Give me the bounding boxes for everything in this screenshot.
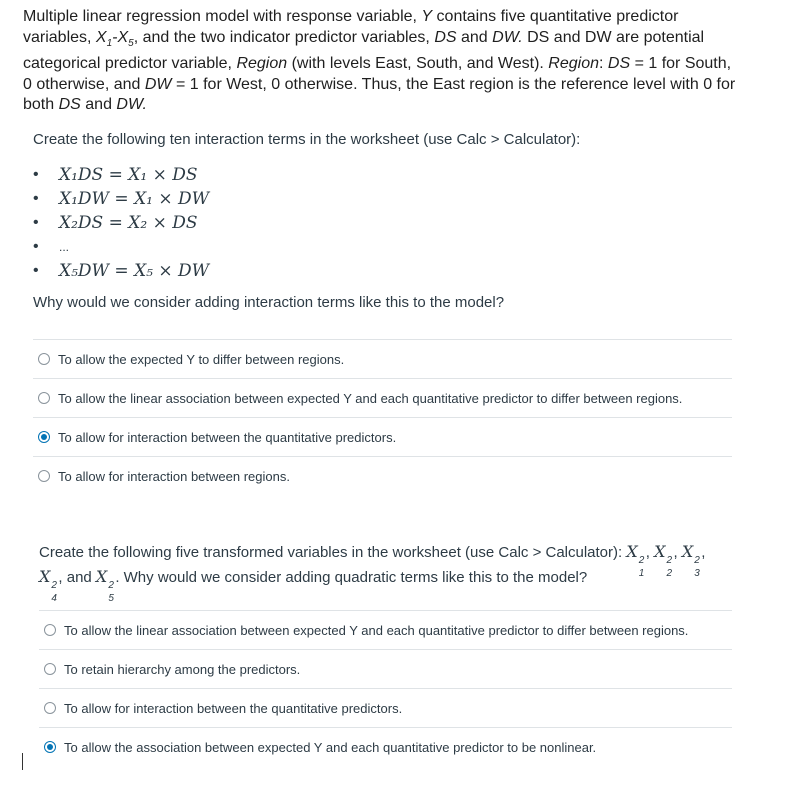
var-x: X	[681, 542, 694, 561]
radio-button[interactable]	[38, 353, 50, 365]
interaction-terms-list	[33, 164, 209, 284]
q1-question: Why would we consider adding interaction terms like this to the model?	[33, 294, 505, 311]
term-item: • X₁DS = X₁ × DS	[33, 164, 209, 188]
q2-option[interactable]	[39, 688, 732, 727]
q1-option[interactable]	[33, 417, 732, 456]
var-ds: DS	[58, 96, 81, 114]
intro-text: , and the two indicator predictor variables,	[133, 28, 435, 46]
q1-option[interactable]	[33, 339, 732, 378]
problem-intro	[23, 7, 743, 116]
var-ds: DS	[607, 55, 631, 73]
option-label[interactable]: To allow the expected Y to differ between regions.	[58, 351, 345, 367]
intro-text: (with levels East, South, and West).	[287, 55, 549, 73]
intro-text: and	[80, 96, 117, 114]
var-sub: 3	[694, 568, 700, 579]
separator: ,	[673, 544, 682, 561]
radio-button[interactable]	[44, 663, 56, 675]
radio-button[interactable]	[44, 702, 56, 714]
option-label[interactable]: To allow for interaction between regions.	[58, 468, 290, 484]
var-sub: 4	[51, 593, 57, 604]
q1-prompt: Create the following ten interaction terms in the worksheet (use Calc > Calculator):	[33, 131, 581, 148]
option-label[interactable]: To allow the linear association between expected Y and each quantitative predictor to differ between regions.	[58, 390, 683, 406]
intro-text: and	[456, 28, 493, 46]
intro-text: = 1 for West, 0 otherwise. Thus, the East region is the reference level with 0 for both	[23, 75, 736, 114]
intro-text: DS and DW are potential categorical predictor variable,	[23, 28, 705, 73]
option-label[interactable]: To allow for interaction between the quantitative predictors.	[58, 429, 397, 445]
intro-text: :	[599, 55, 608, 73]
separator: , and	[58, 569, 96, 586]
option-label[interactable]: To allow the linear association between expected Y and each quantitative predictor to differ between regions.	[64, 622, 689, 638]
var-x5: -X	[112, 28, 129, 46]
term-item-ellipsis: • ...	[33, 236, 209, 260]
exponent: 2	[638, 555, 645, 566]
q2-prompt	[39, 540, 739, 604]
radio-button[interactable]	[38, 470, 50, 482]
term-item: • X₂DS = X₂ × DS	[33, 212, 209, 236]
var-x: X	[95, 567, 108, 586]
exponent: 2	[694, 555, 700, 566]
var-dw: DW	[144, 75, 172, 93]
radio-button[interactable]	[38, 392, 50, 404]
radio-button[interactable]	[44, 624, 56, 636]
q2-option[interactable]	[39, 649, 732, 688]
exponent: 2	[666, 555, 673, 566]
var-y: Y	[421, 8, 433, 25]
separator: ,	[701, 544, 706, 561]
var-x1: X	[95, 28, 107, 46]
var-x: X	[626, 542, 638, 561]
option-label[interactable]: To allow for interaction between the quantitative predictors.	[64, 700, 403, 716]
q1-option[interactable]	[33, 456, 732, 495]
intro-text: = 1 for South, 0 otherwise, and	[23, 55, 732, 93]
option-label[interactable]: To retain hierarchy among the predictors.	[64, 661, 301, 677]
exponent: 2	[108, 580, 114, 591]
q1-option[interactable]	[33, 378, 732, 417]
var-ds: DS	[434, 28, 457, 46]
radio-button-selected[interactable]	[44, 741, 56, 753]
var-sub: 5	[108, 593, 114, 604]
q2-prompt-text: . Why would we consider adding quadratic terms like this to the model?	[115, 569, 588, 586]
var-sub: 1	[638, 568, 645, 579]
var-region: Region	[548, 55, 599, 73]
intro-text: Multiple linear regression model with response variable,	[23, 8, 422, 25]
q2-prompt-text: Create the following five transformed variables in the worksheet (use Calc > Calculator):	[39, 544, 627, 561]
radio-button-selected[interactable]	[38, 431, 50, 443]
exponent: 2	[51, 580, 57, 591]
var-sub: 1	[106, 37, 113, 49]
var-sub: 2	[666, 568, 673, 579]
var-x: X	[654, 542, 666, 561]
q2-option[interactable]	[39, 610, 732, 649]
option-label[interactable]: To allow the association between expected Y and each quantitative predictor to be nonlinear.	[64, 739, 597, 755]
var-sub: 5	[128, 37, 134, 49]
var-x: X	[39, 567, 51, 586]
q2-answer-options	[39, 610, 732, 766]
var-dw: DW.	[492, 28, 523, 46]
text-cursor	[22, 753, 23, 770]
q1-answer-options	[33, 339, 732, 495]
intro-text: contains five quantitative predictor variables,	[23, 8, 679, 46]
separator: ,	[645, 544, 655, 561]
q2-option[interactable]	[39, 727, 732, 766]
term-item: • X₅DW = X₅ × DW	[33, 260, 209, 284]
var-dw: DW.	[116, 96, 147, 114]
var-region: Region	[236, 55, 288, 73]
term-item: • X₁DW = X₁ × DW	[33, 188, 209, 212]
